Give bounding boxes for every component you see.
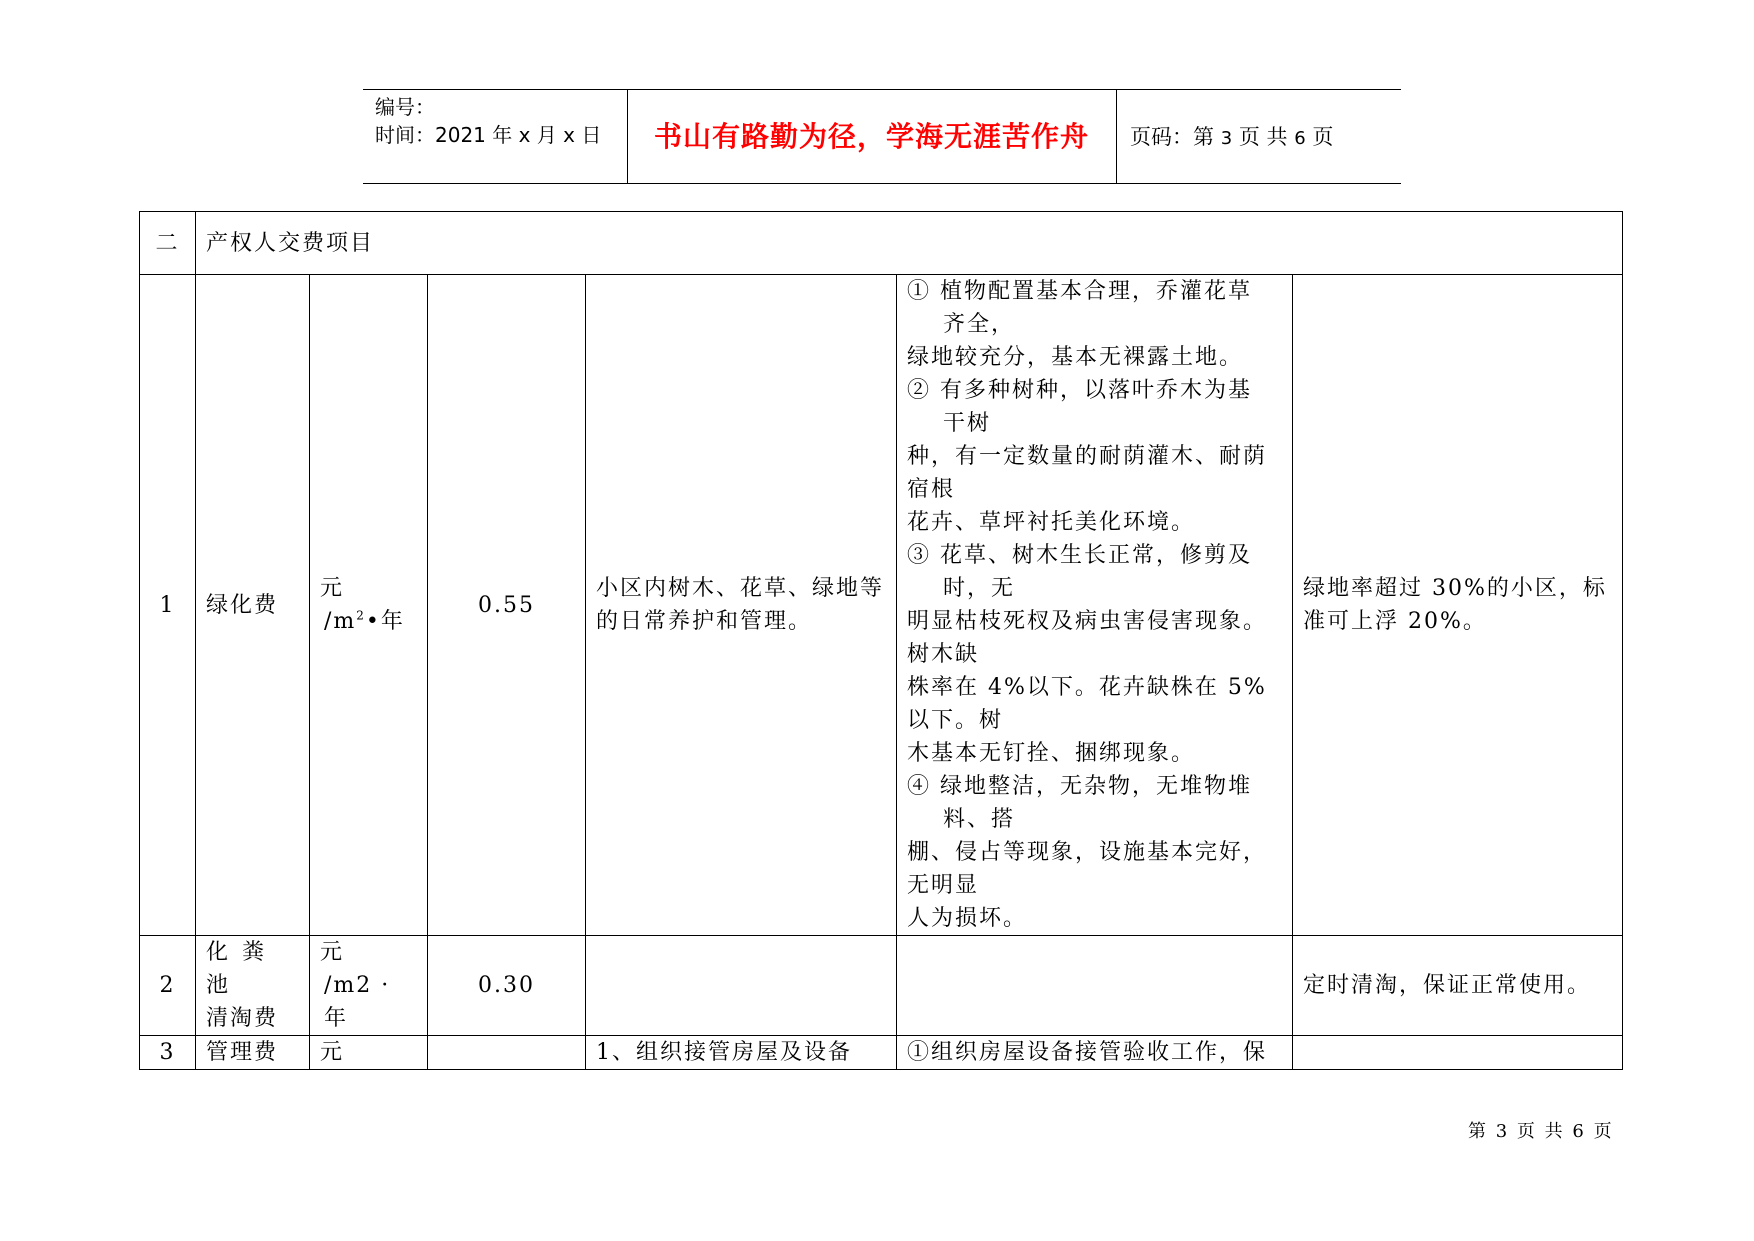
- standard-list: [907, 275, 1282, 935]
- fee-price: 0.30: [428, 936, 586, 1036]
- header-divider: [1116, 89, 1117, 183]
- unit-currency: 元: [320, 576, 345, 601]
- fee-name-line: 化粪池: [206, 940, 279, 998]
- unit-per: [320, 605, 417, 638]
- standard-line: ② 有多种树种，以落叶乔木为基: [907, 378, 1252, 403]
- page-footer: [1468, 1117, 1614, 1143]
- fee-name-line: 清淘费: [206, 1006, 279, 1031]
- header-motto: 书山有路勤为径，学海无涯苦作舟: [653, 120, 1089, 153]
- header-bottom-rule: [363, 183, 1401, 184]
- section-number: 二: [140, 212, 196, 275]
- page-mid: 页 共: [1238, 125, 1288, 149]
- standard-line: 料、搭: [943, 807, 1016, 832]
- standard-line: 干树: [943, 411, 992, 436]
- unit-per: /m2 · 年: [324, 973, 391, 1031]
- footer-prefix: 第: [1468, 1121, 1488, 1142]
- unit-period: •年: [365, 609, 405, 634]
- table-row: [140, 275, 1623, 936]
- fee-price: 0.55: [428, 275, 586, 936]
- standard-line: ④ 绿地整洁，无杂物，无堆物堆: [907, 774, 1252, 799]
- unit-area: /m: [324, 609, 357, 634]
- header-meta: [375, 93, 601, 149]
- fee-table: [139, 211, 1623, 1070]
- standard-line: ③ 花草、树木生长正常，修剪及: [907, 543, 1252, 568]
- standard-line: 时，无: [943, 576, 1016, 601]
- fee-name: 管理费: [196, 1036, 310, 1070]
- fee-unit: [310, 936, 428, 1036]
- unit-exponent: 2: [356, 608, 366, 623]
- fee-name: [196, 936, 310, 1036]
- standard-line: 种，有一定数量的耐荫灌木、耐荫宿根: [907, 444, 1268, 502]
- standard-line: ① 植物配置基本合理，乔灌花草: [907, 279, 1252, 304]
- unit-currency: 元: [320, 940, 345, 965]
- footer-suffix: 页: [1593, 1121, 1614, 1142]
- standard-line: 木基本无钉拴、捆绑现象。: [907, 741, 1196, 766]
- footer-current: 3: [1495, 1121, 1510, 1142]
- standard-line: 人为损坏。: [907, 906, 1028, 931]
- service-standard: ①组织房屋设备接管验收工作，保: [897, 1036, 1293, 1070]
- footer-total: 6: [1572, 1121, 1586, 1142]
- service-content: 1、组织接管房屋及设备: [586, 1036, 897, 1070]
- service-content: [586, 936, 897, 1036]
- page-suffix: 页: [1312, 125, 1334, 149]
- standard-line: 绿地较充分，基本无裸露土地。: [907, 345, 1244, 370]
- page-total: 6: [1294, 128, 1306, 149]
- row-number: 1: [140, 275, 196, 936]
- row-number: 2: [140, 936, 196, 1036]
- standard-line: 株率在 4%以下。花卉缺株在 5%以下。树: [907, 675, 1267, 733]
- remark: 绿地率超过 30%的小区，标准可上浮 20%。: [1293, 275, 1623, 936]
- document-date: 时间：2021 年 x 月 x 日: [375, 123, 602, 147]
- document-number-label: 编号：: [375, 95, 435, 119]
- fee-name: 绿化费: [196, 275, 310, 936]
- table-row: [140, 936, 1623, 1036]
- header-page-indicator: [1130, 123, 1333, 153]
- page-prefix: 页码：第: [1130, 125, 1214, 149]
- standard-line: 明显枯枝死杈及病虫害侵害现象。树木缺: [907, 609, 1268, 667]
- section-title: 产权人交费项目: [196, 212, 1623, 275]
- standard-line: 棚、侵占等现象，设施基本完好，无明显: [907, 840, 1268, 898]
- remark: [1293, 1036, 1623, 1070]
- header-top-rule: [363, 89, 1401, 90]
- section-row: [140, 212, 1623, 275]
- fee-unit: [310, 275, 428, 936]
- fee-unit: 元: [310, 1036, 428, 1070]
- standard-line: 齐全，: [943, 312, 1016, 337]
- standard-line: 花卉、草坪衬托美化环境。: [907, 510, 1196, 535]
- table-row: [140, 1036, 1623, 1070]
- service-content: 小区内树木、花草、绿地等的日常养护和管理。: [586, 275, 897, 936]
- service-standard: [897, 936, 1293, 1036]
- row-number: 3: [140, 1036, 196, 1070]
- remark: 定时清淘，保证正常使用。: [1293, 936, 1623, 1036]
- service-standard: [897, 275, 1293, 936]
- page-current: 3: [1220, 128, 1233, 149]
- footer-mid: 页 共: [1516, 1121, 1565, 1142]
- fee-price: [428, 1036, 586, 1070]
